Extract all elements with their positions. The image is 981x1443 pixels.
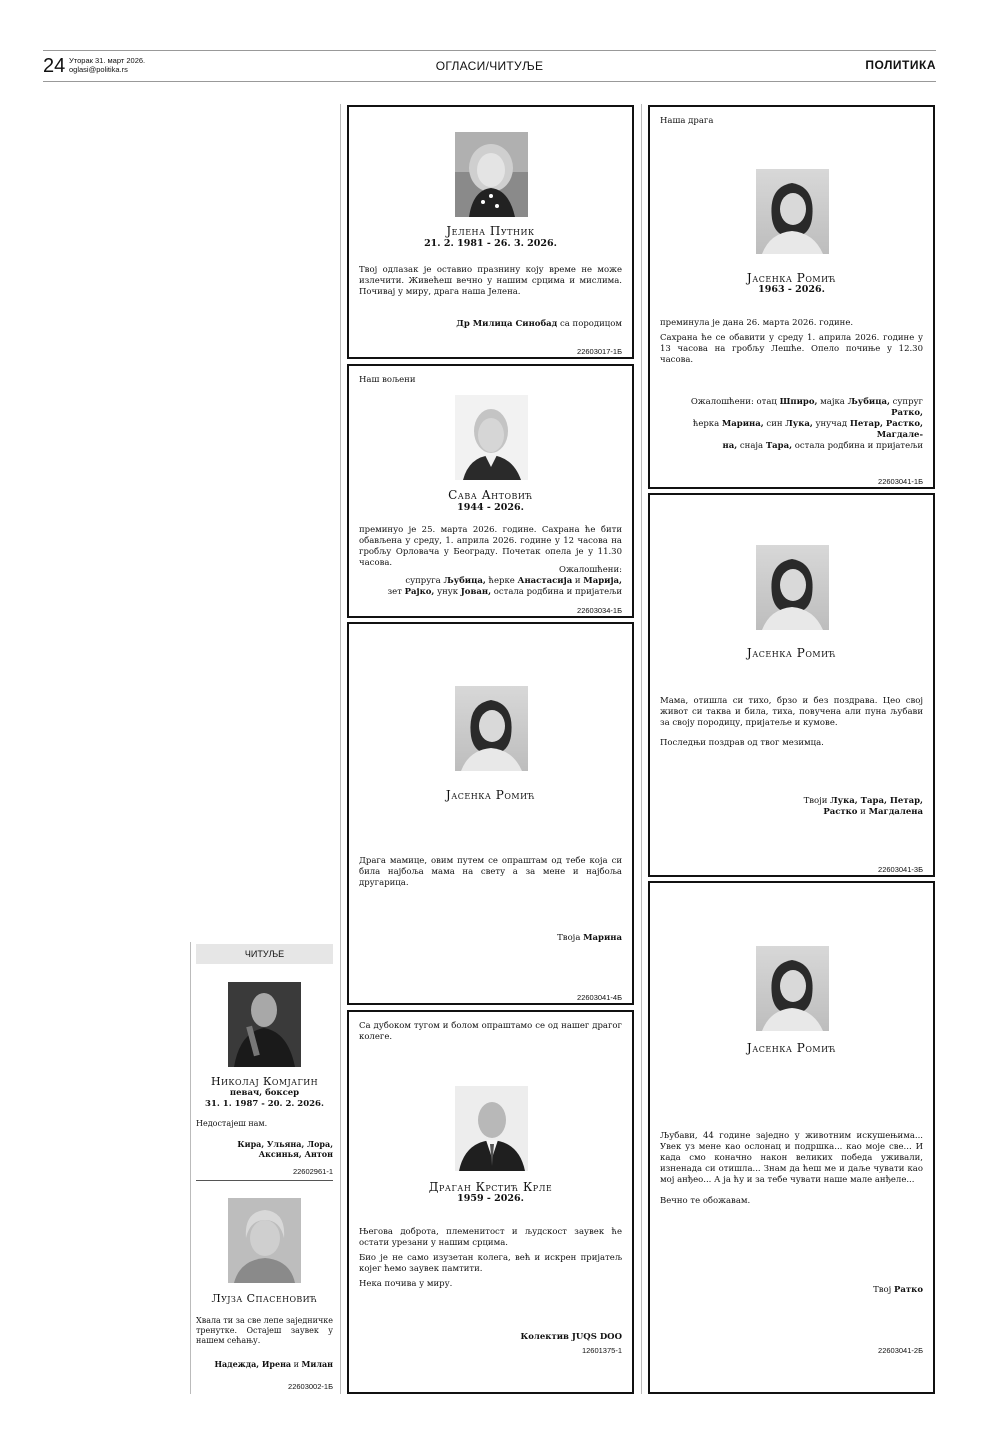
deceased-name: Сава Антовић [448, 488, 533, 502]
portrait-photo [455, 395, 528, 480]
obituary-text: Хвала ти за све лепе заједничке тренутке. Остајеш заувек у нашем сећању. [196, 1316, 333, 1345]
deceased-name: Јасенка Ромић [746, 646, 837, 660]
signature: Надежда, Ирена и Милан [214, 1359, 333, 1369]
deceased-name: Јасенка Ромић [746, 1041, 837, 1055]
obituary-text: Љубави, 44 године заједно у животним искушењима... Увек уз мене као ослонац и подршка... као моје све... И када смо коначно након великих победа уживали, изненада си отишла... Знам да ћеш ме и даље чувати као мој анђео... А ја ћу и за тебе чувати наше мале анђеле... Вечно те обожавам. [660, 1131, 923, 1206]
intro-text: Наш вољени [359, 375, 416, 385]
sidebar-header: ЧИТУЉЕ [196, 944, 333, 964]
signature: Твој Ратко [873, 1285, 923, 1295]
obituary-text: преминуо је 25. марта 2026. године. Сахрана ће бити обављена у среду, 1. априла 2026. године у 12 часова на гробљу Орловача у Београду. Почетак опела је у 11.30 часова. [359, 525, 622, 568]
portrait-photo [756, 946, 829, 1031]
life-dates: 1944 - 2026. [457, 502, 524, 513]
obituary-text: Драга мамице, овим путем се опраштам од тебе која си била најбоља мама на свету а за мене и најбоља другарица. [359, 856, 622, 888]
divider [196, 1180, 333, 1181]
mourners: Ожалошћени: отац Шпиро, мајка Љубица, супруг Ратко, ћерка Марина, син Лука, унучад Петар, Растко, Магдале- на, снаја Тара, остала родбина и пријатељи [690, 397, 923, 451]
page-email: oglasi@politika.rs [69, 65, 128, 74]
life-dates: 21. 2. 1981 - 26. 3. 2026. [424, 238, 557, 249]
portrait-photo [756, 545, 829, 630]
deceased-name: Јасенка Ромић [445, 788, 536, 802]
obituary-sava-antovic [347, 364, 634, 618]
column-divider [340, 104, 341, 1394]
ad-code: 22603041-1Б [878, 477, 923, 486]
life-dates: 1963 - 2026. [758, 284, 825, 295]
page-date: Уторак 31. март 2026. [69, 56, 146, 65]
obituary-jasenka-romic-main [648, 105, 935, 489]
signature: Др Милица Синобад са породицом [456, 319, 622, 329]
page-number: 24 [43, 55, 66, 77]
portrait-photo [756, 169, 829, 254]
signature: Твоја Марина [557, 933, 622, 943]
ad-code: 22602961-1 [292, 1167, 333, 1176]
obituary-nikolaj-komjagin [196, 970, 333, 1178]
intro-text: Наша драга [660, 116, 714, 126]
ad-code: 22603041-3Б [878, 865, 923, 874]
deceased-name: Лујза Спасеновић [211, 1292, 318, 1305]
section-title: ОГЛАСИ/ЧИТУЉЕ [435, 59, 544, 73]
obituary-text: Мама, отишла си тихо, брзо и без поздрава. Цео свој живот си таква и била, тиха, повучена али пуна љубави за своју породицу, пријатеље и кумове. Последњи поздрав од твог мезимца. [660, 696, 923, 748]
deceased-name: Николај Комјагин [211, 1075, 318, 1088]
obituary-lujza-spasenovic [196, 1186, 333, 1394]
ad-code: 12601375-1 [581, 1346, 622, 1355]
portrait-photo [228, 982, 301, 1067]
obituary-jelena-putnik [347, 105, 634, 359]
mourners: Ожалошћени: супруга Љубица, ћерке Анастасија и Марија, зет Рајко, унук Јован, остала родбина и пријатељи [387, 565, 622, 597]
signature: Колектив JUQS DOO [520, 1332, 622, 1342]
column-divider [190, 942, 191, 1394]
obituary-text: Недостајеш нам. [196, 1119, 268, 1128]
column-divider [641, 104, 642, 1394]
page-header [43, 50, 936, 82]
deceased-name: Јасенка Ромић [746, 271, 837, 285]
obituary-text: Твој одлазак је оставио празнину коју време не може излечити. Живећеш вечно у нашим срцима и мислима. Почивај у миру, драга наша Јелена. [359, 265, 622, 297]
portrait-photo [455, 686, 528, 771]
signature: Кира, Ульяна, Лора, Аксинья, Антон [237, 1139, 333, 1159]
deceased-role: певач, боксер [229, 1088, 300, 1098]
deceased-name: Драган Крстић Крле [428, 1180, 553, 1194]
life-dates: 1959 - 2026. [457, 1193, 524, 1204]
life-dates: 31. 1. 1987 - 20. 2. 2026. [205, 1099, 324, 1109]
obituary-text: Његова доброта, племенитост и људскост заувек ће остати урезани у нашим срцима. Био је не само изузетан колега, већ и искрен пријатељ којег ћемо заувек памтити. Нека почива у миру. [359, 1227, 622, 1289]
intro-text: Са дубоком тугом и болом опраштамо се од нашег драгог колеге. [359, 1021, 622, 1042]
politika-logo: ПОЛИТИКА [865, 58, 936, 72]
portrait-photo [455, 132, 528, 217]
ad-code: 22603041-2Б [878, 1346, 923, 1355]
obituary-text: преминула је дана 26. марта 2026. године. Сахрана ће се обавити у среду 1. априла 2026. године у 13 часова на гробљу Лешће. Опело почиње у 12.30 часова. [660, 318, 923, 365]
portrait-photo [455, 1086, 528, 1171]
deceased-name: Јелена Путник [446, 224, 535, 238]
obituary-jasenka-romic-marina [347, 622, 634, 1005]
ad-code: 22603002-1Б [288, 1382, 333, 1391]
ad-code: 22603017-1Б [577, 347, 622, 356]
ad-code: 22603041-4Б [577, 993, 622, 1002]
signature: Твоји Лука, Тара, Петар, Растко и Магдалена [803, 796, 923, 817]
obituary-jasenka-romic-ratko [648, 881, 935, 1394]
ad-code: 22603034-1Б [577, 606, 622, 615]
portrait-photo [228, 1198, 301, 1283]
obituary-jasenka-romic-luka [648, 493, 935, 877]
obituary-dragan-krstic [347, 1010, 634, 1394]
